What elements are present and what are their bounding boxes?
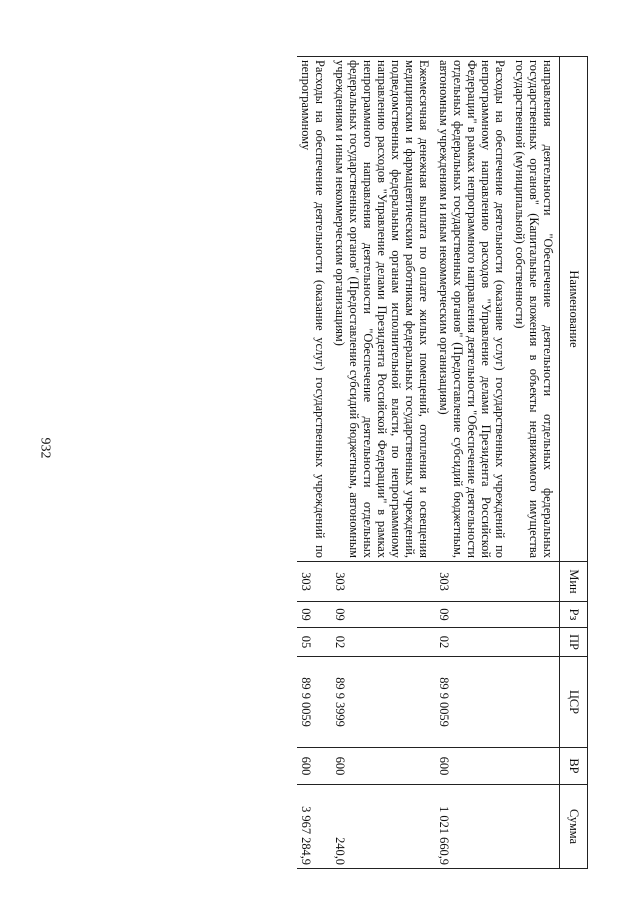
row-sum: 240,0 xyxy=(331,785,435,869)
header-name: Наименование xyxy=(560,57,588,562)
row-csr: 89 9 3999 xyxy=(331,657,435,748)
row-name: направления деятельности "Обеспечение деятельности отдельных федеральных государственных органов" (Капитальные вложения в объекты недвижимого имущества государственной (муниципальной) собственности) xyxy=(511,57,560,562)
row-min: 303 xyxy=(435,562,511,602)
row-csr: 89 9 0059 xyxy=(297,657,331,748)
table-header-row xyxy=(560,57,588,869)
header-pr: ПР xyxy=(560,628,588,657)
row-pr: 02 xyxy=(435,628,511,657)
header-vr: ВР xyxy=(560,748,588,785)
row-min: 303 xyxy=(331,562,435,602)
rotated-table-sheet xyxy=(78,56,588,868)
budget-table xyxy=(297,56,588,869)
row-sum: 3 967 284,9 xyxy=(297,785,331,869)
header-rz: Рз xyxy=(560,602,588,628)
row-vr xyxy=(511,748,560,785)
row-csr xyxy=(511,657,560,748)
header-min: Мин xyxy=(560,562,588,602)
row-name: Ежемесячная денежная выплата по оплате жилых помещений, отопления и освещения медицинским и фармацевтическим работникам федеральных государственных учреждений, подведомственных федеральным органам исполнительной власти, по непрограммному направлению расходов "Управление делами Президента Российской Федерации" в рамках непрограммного направления деятельности "Обеспечение деятельности отдельных федеральных государственных органов" (Предоставление субсидий бюджетным, автономным учреждениям и иным некоммерческим организациям) xyxy=(331,57,435,562)
row-pr: 05 xyxy=(297,628,331,657)
row-sum xyxy=(511,785,560,869)
row-sum: 1 021 660,9 xyxy=(435,785,511,869)
row-rz: 09 xyxy=(297,602,331,628)
row-pr: 02 xyxy=(331,628,435,657)
row-name: Расходы на обеспечение деятельности (оказание услуг) государственных учреждений по непрограммному xyxy=(297,57,331,562)
table-row xyxy=(331,57,435,869)
table-row xyxy=(435,57,511,869)
row-pr xyxy=(511,628,560,657)
table-row xyxy=(297,57,331,869)
row-min: 303 xyxy=(297,562,331,602)
page-number: 932 xyxy=(37,437,53,459)
table-row xyxy=(511,57,560,869)
header-csr: ЦСР xyxy=(560,657,588,748)
row-csr: 89 9 0059 xyxy=(435,657,511,748)
row-rz: 09 xyxy=(435,602,511,628)
row-rz xyxy=(511,602,560,628)
row-vr: 600 xyxy=(331,748,435,785)
row-vr: 600 xyxy=(435,748,511,785)
row-vr: 600 xyxy=(297,748,331,785)
row-rz: 09 xyxy=(331,602,435,628)
row-name: Расходы на обеспечение деятельности (оказание услуг) государственных учреждений по непрограммному направлению расходов "Управление делами Президента Российской Федерации" в рамках непрограммного направления деятельности "Обеспечение деятельности отдельных федеральных государственных органов" (Предоставление субсидий бюджетным, автономным учреждениям и иным некоммерческим организациям) xyxy=(435,57,511,562)
row-min xyxy=(511,562,560,602)
header-sum: Сумма xyxy=(560,785,588,869)
